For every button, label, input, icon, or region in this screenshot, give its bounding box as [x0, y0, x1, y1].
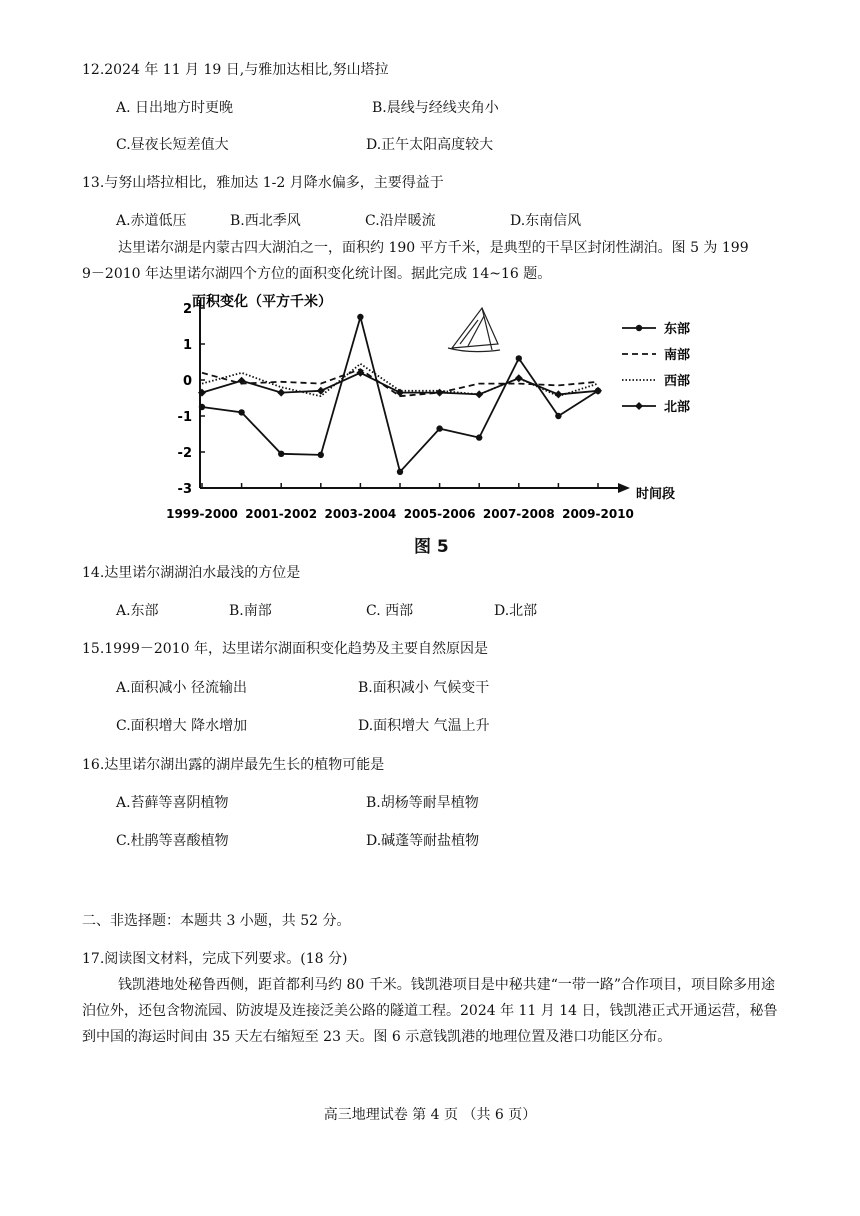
- legend-label: 北部: [664, 400, 691, 415]
- q16-option-c: C.杜鹃等喜酸植物: [116, 833, 229, 849]
- q14-stem: 14.达里诺尔湖湖泊水最浅的方位是: [82, 565, 301, 581]
- q12-option-b: B.晨线与经线夹角小: [372, 100, 499, 116]
- q16-option-a: A.苔藓等喜阴植物: [116, 795, 229, 811]
- x-tick-label: 2003-2004: [324, 507, 397, 521]
- data-point: [436, 425, 442, 431]
- q12-stem: 12.2024 年 11 月 19 日,与雅加达相比,努山塔拉: [82, 62, 389, 78]
- q15-option-c: C.面积增大 降水增加: [116, 718, 248, 734]
- x-tick-label: 2007-2008: [482, 507, 555, 521]
- q14-option-c: C. 西部: [366, 603, 414, 619]
- y-tick-label: 0: [182, 374, 192, 389]
- q13-option-a: A.赤道低压: [116, 213, 187, 229]
- intro-line-2: 9－2010 年达里诺尔湖四个方位的面积变化统计图。据此完成 14~16 题。: [82, 266, 552, 282]
- q14-option-a: A.东部: [116, 603, 159, 619]
- q16-option-d: D.碱蓬等耐盐植物: [366, 833, 480, 849]
- q15-stem: 15.1999－2010 年，达里诺尔湖面积变化趋势及主要自然原因是: [82, 641, 488, 657]
- section-2-heading: 二、非选择题：本题共 3 小题，共 52 分。: [82, 913, 351, 929]
- data-point: [476, 434, 482, 440]
- q12-option-c: C.昼夜长短差值大: [116, 137, 229, 153]
- q17-material-paragraph: 钱凯港地处秘鲁西侧，距首都利马约 80 千米。钱凯港项目是中秘共建“一带一路”合作项目，项目除多用途泊位外，还包含物流园、防波堤及连接泛美公路的隧道工程。2024 年 11 月 14 日，钱凯港正式开通运营，秘鲁到中国的海运时间由 35 天左右缩短至 23 天。图 6 示意钱凯港的地理位置及港口功能区分布。: [82, 977, 778, 1045]
- y-tick-label: -1: [177, 410, 192, 425]
- x-tick-label: 2001-2002: [245, 507, 318, 521]
- page-footer: 高三地理试卷 第 4 页 （共 6 页）: [323, 1107, 537, 1123]
- chart-legend: [622, 321, 690, 415]
- q15-option-b: B.面积减小 气候变干: [358, 680, 490, 696]
- area-change-chart: [160, 292, 720, 532]
- data-point: [516, 355, 522, 361]
- legend-label: 西部: [664, 374, 691, 389]
- y-tick-label: 1: [182, 338, 192, 353]
- data-point: [475, 390, 483, 398]
- x-tick-label: 1999-2000: [166, 507, 238, 521]
- q13-stem: 13.与努山塔拉相比，雅加达 1-2 月降水偏多，主要得益于: [82, 175, 444, 191]
- q16-option-b: B.胡杨等耐旱植物: [366, 795, 479, 811]
- q15-option-d: D.面积增大 气温上升: [358, 718, 490, 734]
- data-point: [357, 314, 363, 320]
- y-axis-label: 面积变化（平方千米）: [192, 294, 332, 310]
- data-point: [199, 404, 205, 410]
- data-point: [436, 389, 444, 397]
- q17-stem: 17.阅读图文材料，完成下列要求。(18 分): [82, 951, 348, 967]
- q15-option-a: A.面积减小 径流输出: [116, 680, 248, 696]
- x-tick-label: 2009-2010: [562, 507, 634, 521]
- q14-option-b: B.南部: [229, 603, 272, 619]
- chart-series: [198, 314, 602, 475]
- q13-option-c: C.沿岸暖流: [365, 213, 436, 229]
- data-point: [318, 452, 324, 458]
- data-point: [317, 387, 325, 395]
- data-point: [278, 451, 284, 457]
- data-point: [356, 369, 364, 377]
- data-point: [515, 374, 523, 382]
- q14-option-d: D.北部: [494, 603, 538, 619]
- q16-stem: 16.达里诺尔湖出露的湖岸最先生长的植物可能是: [82, 757, 385, 773]
- q13-option-b: B.西北季风: [230, 213, 301, 229]
- data-point: [397, 469, 403, 475]
- figure-label: 图 5: [414, 537, 449, 557]
- data-point: [238, 409, 244, 415]
- q13-option-d: D.东南信风: [510, 213, 582, 229]
- legend-label: 东部: [664, 322, 691, 337]
- y-tick-label: -3: [177, 482, 192, 497]
- q12-option-d: D.正午太阳高度较大: [366, 137, 494, 153]
- y-tick-label: 2: [182, 302, 192, 317]
- x-axis-arrow: [618, 483, 630, 493]
- x-axis-label: 时间段: [636, 487, 676, 502]
- chart-axes: [166, 300, 634, 521]
- data-point: [277, 389, 285, 397]
- y-tick-label: -2: [177, 446, 192, 461]
- intro-line-1: 达里诺尔湖是内蒙古四大湖泊之一，面积约 190 平方千米，是典型的干旱区封闭性湖泊。图 5 为 199: [118, 240, 749, 256]
- legend-label: 南部: [664, 348, 691, 363]
- x-tick-label: 2005-2006: [403, 507, 476, 521]
- q12-option-a: A. 日出地方时更晚: [116, 100, 234, 116]
- data-point: [555, 413, 561, 419]
- legend-marker: [636, 325, 642, 331]
- legend-marker: [635, 402, 643, 410]
- sailboat-sketch-icon: [448, 308, 500, 352]
- data-point: [554, 390, 562, 398]
